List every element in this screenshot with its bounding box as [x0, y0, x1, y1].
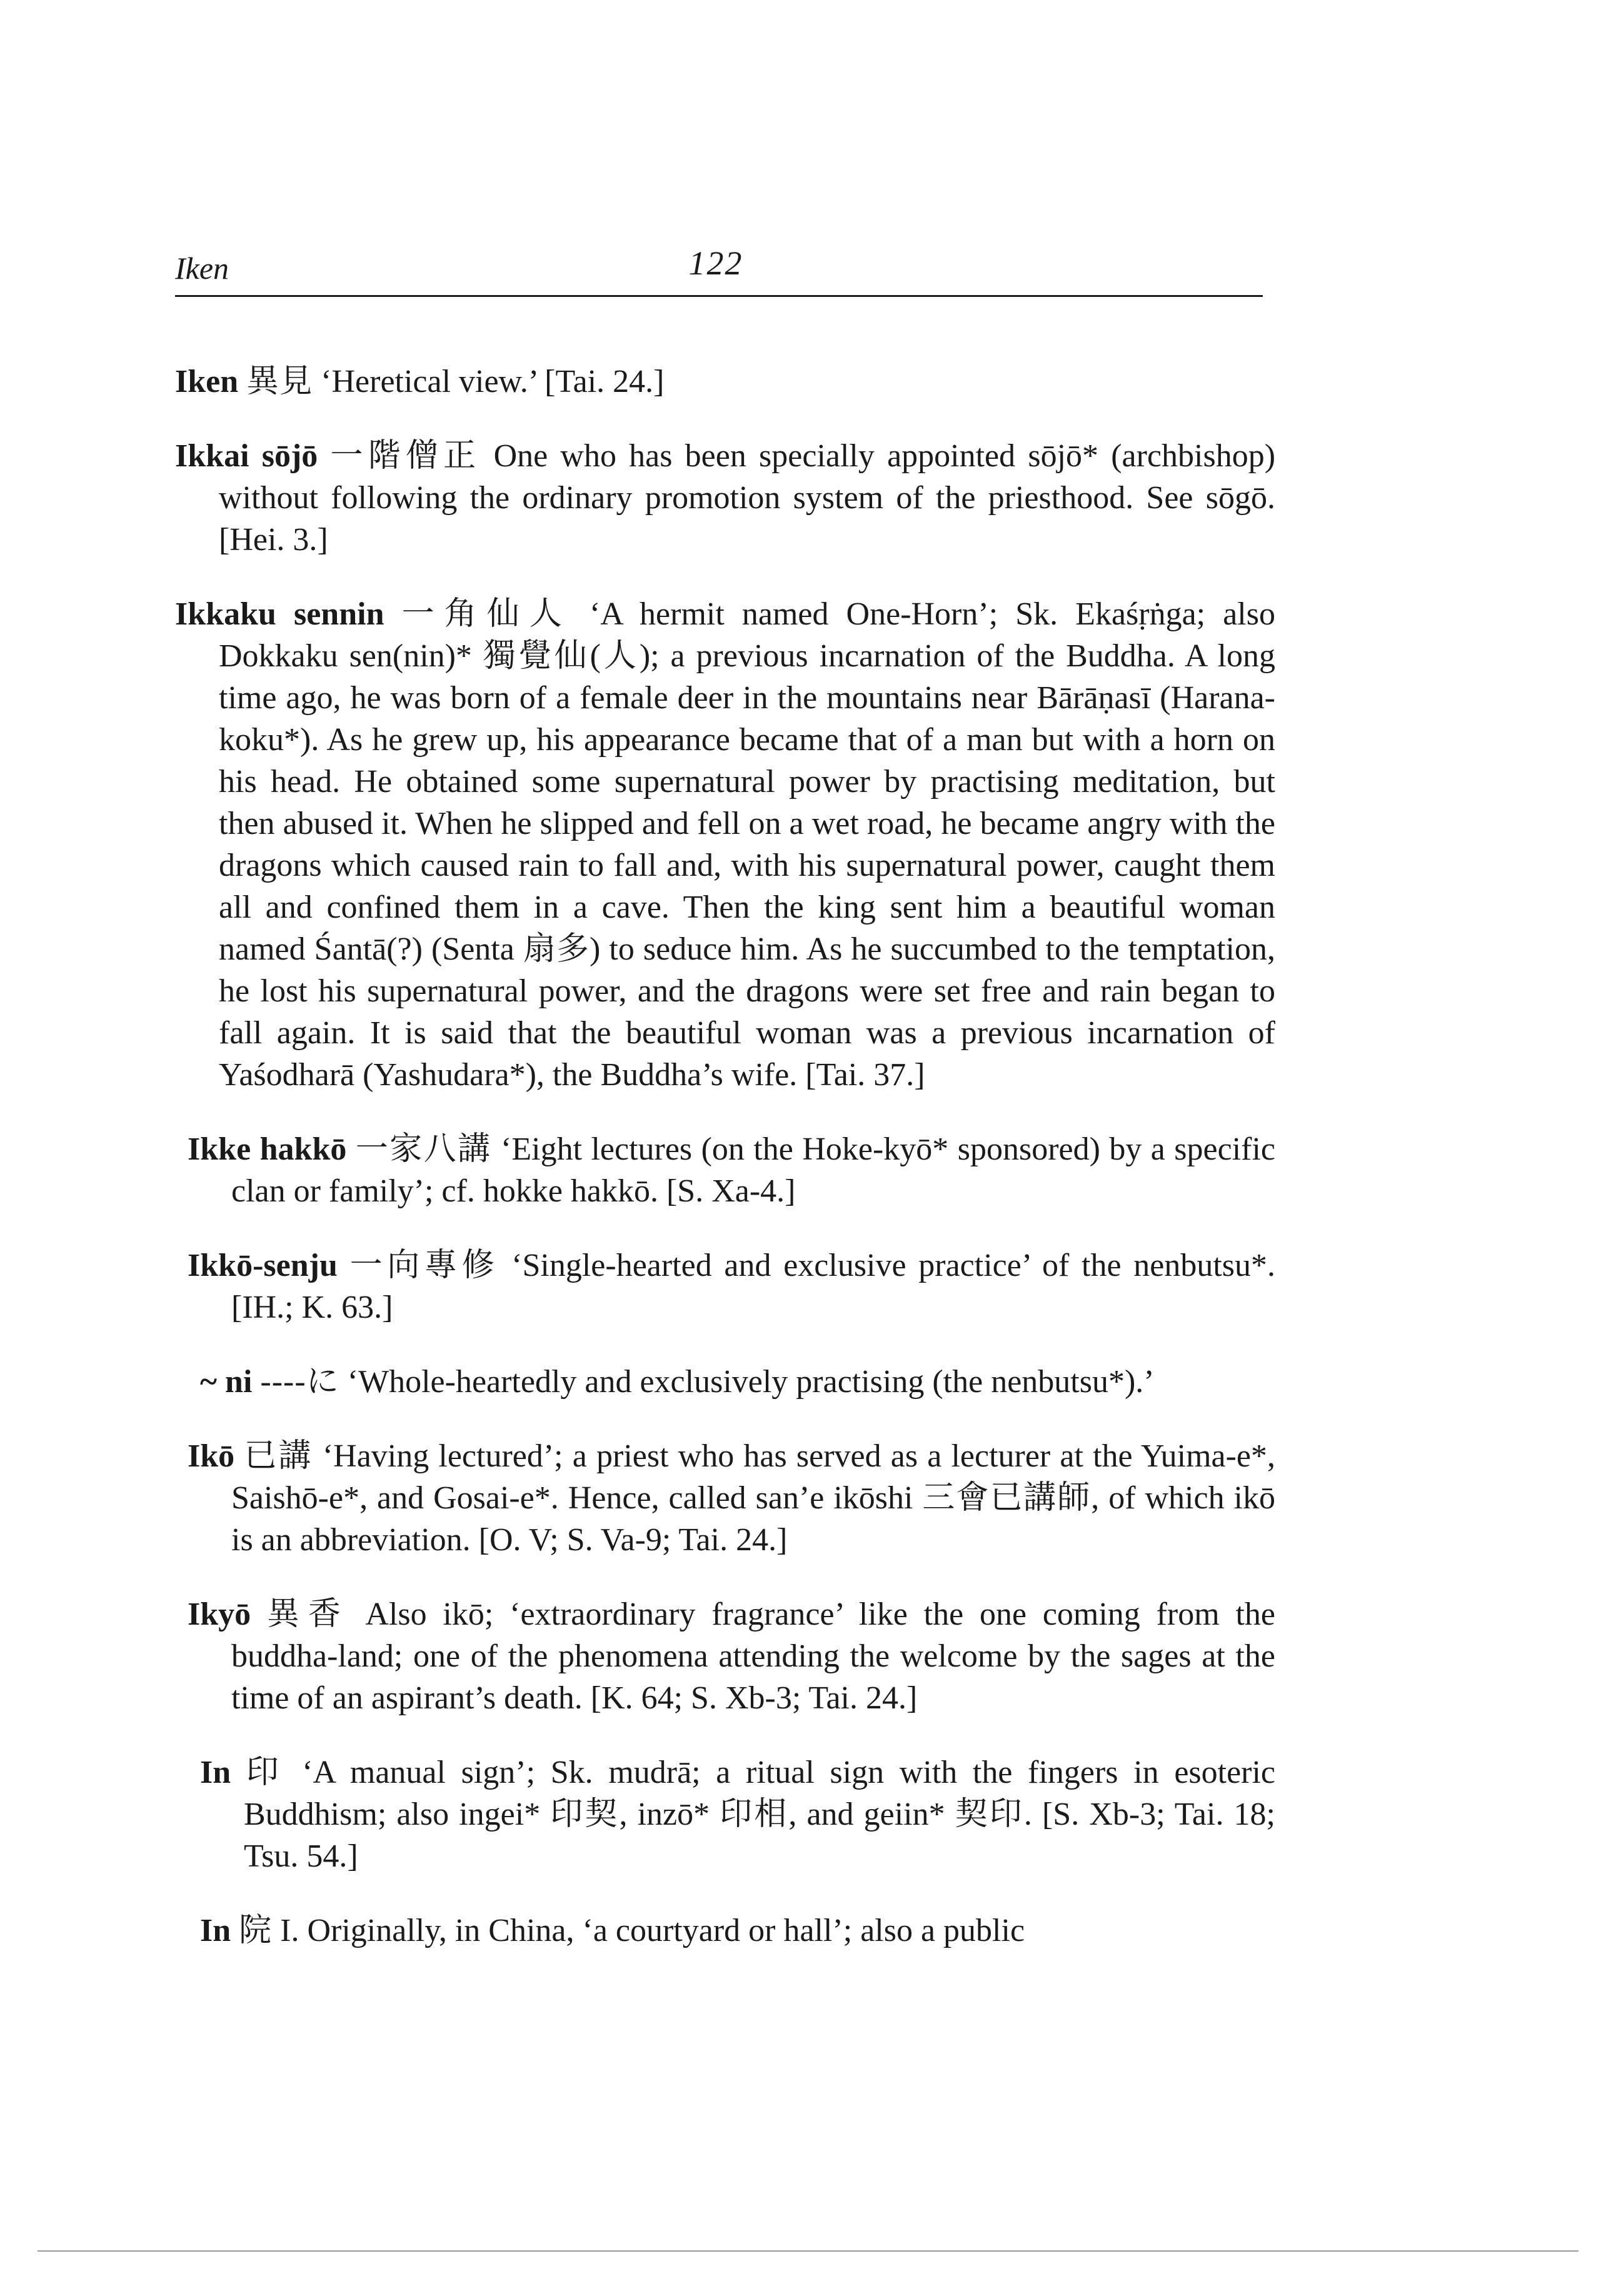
entry-in-courtyard — [200, 1910, 1275, 1952]
page-number: 122 — [688, 244, 743, 282]
entry-definition: One who has been specially appointed sōjō* (archbishop) without following the ordinary promotion system of the priesthood. See sōgō. [Hei. 3.] — [219, 438, 1276, 558]
entry-list — [175, 328, 1275, 1965]
entry-ikkaku-sennin — [175, 593, 1275, 1096]
entry-kanji: 異香 — [266, 1597, 349, 1632]
entry-headword: In — [200, 1755, 231, 1790]
entry-ikyo — [188, 1593, 1275, 1719]
entry-kanji: ----に — [260, 1364, 339, 1400]
entry-kanji: 一家八講 — [355, 1131, 492, 1167]
entry-definition: ‘Single-hearted and exclusive practice’ of the nenbutsu*. [IH.; K. 63.] — [231, 1248, 1276, 1325]
entry-kanji: 院 — [239, 1913, 273, 1948]
entry-headword: Ikyō — [188, 1597, 251, 1632]
entry-definition: ‘A manual sign’; Sk. mudrā; a ritual sign with the fingers in esoteric Buddhism; also ingei* 印契, inzō* 印相, and geiin* 契印. [S. Xb-3; Tai. 18; Tsu. 54.] — [244, 1755, 1276, 1874]
entry-kanji: 異見 — [246, 364, 313, 399]
scan-bottom-edge — [38, 2250, 1578, 2252]
entry-definition: Also ikō; ‘extraordinary fragrance’ like the one coming from the buddha-land; one of the phenomena attending the welcome by the sages at the time of an aspirant’s death. [K. 64; S. Xb-3; Tai. 24.] — [231, 1597, 1276, 1716]
running-head-word: Iken — [175, 251, 229, 286]
entry-ikkai-sojo — [175, 435, 1275, 561]
entry-headword: Ikkai sōjō — [175, 438, 318, 474]
entry-headword: Ikkō-senju — [188, 1248, 338, 1283]
entry-kanji: 印 — [246, 1755, 287, 1790]
entry-headword: Ikō — [188, 1438, 235, 1474]
entry-ikke-hakko — [188, 1128, 1275, 1212]
entry-definition: I. Originally, in China, ‘a courtyard or hall’; also a public — [280, 1913, 1025, 1948]
entry-headword: In — [200, 1913, 231, 1948]
entry-definition: ‘Having lectured’; a priest who has served as a lecturer at the Yuima-e*, Saishō-e*, and Gosai-e*. Hence, called san’e ikōshi 三會已講師, of which ikō is an abbreviation. [O. V; S. Va-9; Tai. 24.] — [231, 1438, 1276, 1558]
entry-definition: ‘Whole-heartedly and exclusively practising (the nenbutsu*).’ — [347, 1364, 1155, 1400]
entry-headword: Iken — [175, 364, 239, 399]
header-rule — [175, 295, 1263, 297]
entry-definition: ‘Eight lectures (on the Hoke-kyō* sponsored) by a specific clan or family’; cf. hokke hakkō. [S. Xa-4.] — [231, 1131, 1275, 1209]
entry-ikko-senju-ni — [200, 1361, 1275, 1403]
entry-definition: ‘A hermit named One-Horn’; Sk. Ekaśṛṅga; also Dokkaku sen(nin)* 獨覺仙(人); a previous incarnation of the Buddha. A long time ago, he was born of a female deer in the mountains near Bārāṇasī (Harana-koku*). As he grew up, his appearance became that of a man but with a horn on his head. He obtained some supernatural power by practising meditation, but then abused it. When he slipped and fell on a wet road, he became angry with the dragons which caused rain to fall and, with his supernatural power, caught them all and confined them in a cave. Then the king sent him a beautiful woman named Śantā(?) (Senta 扇多) to seduce him. As he succumbed to the temptation, he lost his supernatural power, and the dragons were set free and rain began to fall again. It is said that the beautiful woman was a previous incarnation of Yaśodharā (Yashudara*), the Buddha’s wife. [Tai. 37.] — [219, 596, 1275, 1093]
entry-in-mudra — [200, 1752, 1275, 1877]
running-head — [175, 244, 1257, 294]
entry-ikko-senju — [188, 1245, 1275, 1328]
entry-kanji: 已講 — [244, 1438, 313, 1474]
entry-kanji: 一向專修 — [349, 1248, 499, 1283]
entry-iken — [175, 361, 1275, 403]
entry-kanji: 一階僧正 — [330, 438, 481, 474]
entry-kanji: 一角仙人 — [401, 596, 572, 632]
entry-headword: Ikke hakkō — [188, 1131, 347, 1167]
entry-headword: Ikkaku sennin — [175, 596, 384, 632]
entry-definition: ‘Heretical view.’ [Tai. 24.] — [321, 364, 665, 399]
entry-iko — [188, 1435, 1275, 1561]
entry-headword: ~ ni — [200, 1364, 253, 1400]
